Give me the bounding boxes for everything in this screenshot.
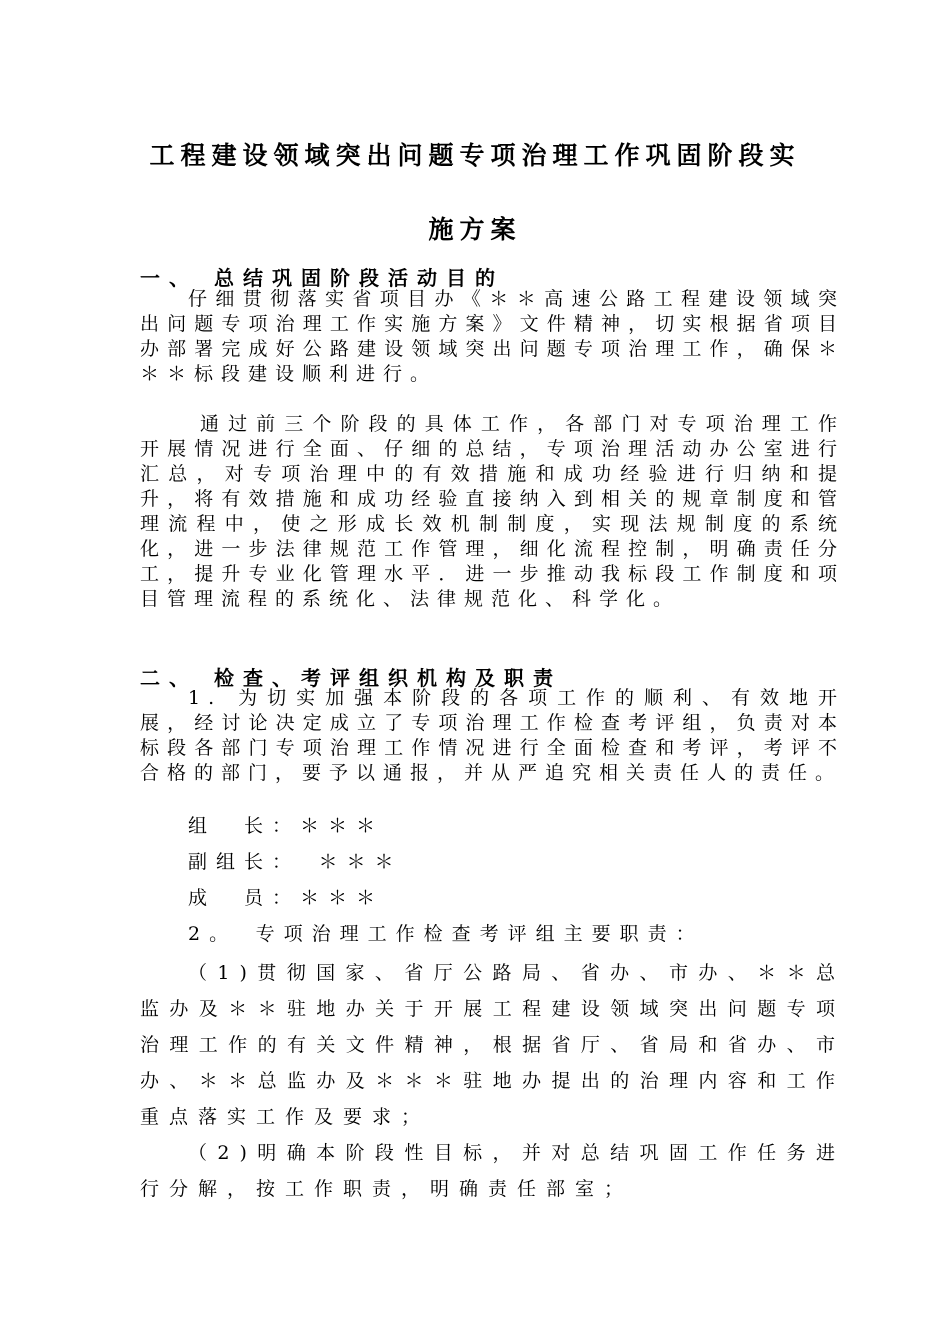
group-leader-line: 组 长：＊＊＊ bbox=[188, 815, 385, 837]
section-1-paragraph-1: 仔细贯彻落实省项目办《＊＊高速公路工程建设领域突出问题专项治理工作实施方案》文件精神，切实根据省项目办部署完成好公路建设领域突出问题专项治理工作，确保＊＊＊标段建设顺利进行。 bbox=[140, 288, 845, 385]
section-2-paragraph-1: 1. 为切实加强本阶段的各项工作的顺利、有效地开展，经讨论决定成立了专项治理工作检查考评组，负责对本标段各部门专项治理工作情况进行全面检查和考评，考评不合格的部门，要予以通报，并从严追究相关责任人的责任。 bbox=[140, 687, 845, 784]
duty-item-1: （1)贯彻国家、省厅公路局、省办、市办、＊＊总监办及＊＊驻地办关于开展工程建设领域突出问题专项治理工作的有关文件精神，根据省厅、省局和省办、市办、＊＊总监办及＊＊＊驻地办提出的治理内容和工作重点落实工作及要求； bbox=[140, 962, 845, 1128]
document-title-line-2: 施方案 bbox=[428, 215, 522, 244]
document-title-line-1: 工程建设领域突出问题专项治理工作巩固阶段实 bbox=[149, 141, 801, 170]
members-line: 成 员：＊＊＊ bbox=[188, 887, 385, 909]
section-2-heading: 二、 检查、考评组织机构及职责 bbox=[140, 666, 562, 690]
deputy-leader-line: 副组长： ＊＊＊ bbox=[188, 851, 403, 873]
section-1-heading: 一、 总结巩固阶段活动目的 bbox=[140, 266, 504, 290]
duty-item-2: （2)明确本阶段性目标，并对总结巩固工作任务进行分解，按工作职责，明确责任部室； bbox=[140, 1142, 845, 1200]
duties-heading: 2。 专项治理工作检查考评组主要职责： bbox=[188, 923, 704, 945]
section-1-paragraph-2: 通过前三个阶段的具体工作，各部门对专项治理工作开展情况进行全面、仔细的总结，专项治理活动办公室进行汇总，对专项治理中的有效措施和成功经验进行归纳和提升，将有效措施和成功经验直接纳入到相关的规章制度和管理流程中，使之形成长效机制制度，实现法规制度的系统化，进一步法律规范工作管理，细化流程控制，明确责任分工，提升专业化管理水平．进一步推动我标段工作制度和项目管理流程的系统化、法律规范化、科学化。 bbox=[140, 413, 845, 610]
